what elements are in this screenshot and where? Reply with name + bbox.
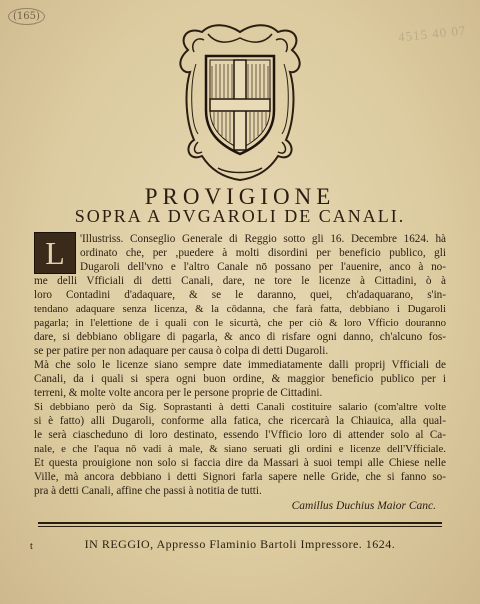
text-line: Canali, da i quali si spera ogni buon ordine, & maggior beneficio publico per i (34, 373, 446, 385)
signature: Camillus Duchius Maior Canc. (291, 500, 436, 512)
text-line: pagarla; in l'elettione de i quali con le sicurtà, che per ciò & loro Vfficio douranno (34, 317, 446, 329)
divider-rule-thin (38, 526, 442, 527)
decree-text (34, 232, 446, 498)
initial-letter: L (45, 235, 65, 271)
divider-rule (38, 522, 442, 524)
text-line: nale, e che l'aqua nō vadi à male, & siano seruati gli ordini e licenze dell'Vfficiale. (34, 443, 446, 455)
title-line-2: SOPRA A DVGAROLI DE CANALI. (74, 206, 406, 226)
margin-mark: t (30, 541, 33, 552)
title-line-1: PROVIGIONE (144, 184, 336, 209)
text-line: 'Illustriss. Conseglio Generale di Reggio sotto gli 16. Decembre 1624. hà (80, 233, 446, 245)
text-line: Si debbiano però da Sig. Soprastanti à detti Canali costituire salario (com'altre volte (34, 401, 446, 413)
coat-of-arms-emblem (168, 22, 312, 182)
text-line: Mà che solo le licenze siano sempre date immediatamente dalli proprij Vfficiali de (34, 359, 446, 371)
text-line: si è fatto) alli Dugaroli, conforme alla fatica, che ricercarà la Chiauica, alla qual- (34, 415, 446, 427)
text-line: Et questa prouigione non solo si faccia dire da Massari à suoi tempi alle Chiese nelle (34, 457, 446, 469)
text-line: ordinato che, per ,puedere à molti disordini per beneficio publico, gli (80, 247, 446, 259)
text-line: Dugaroli dell'vno e l'altro Canale nō possano per l'auenire, anco à no- (80, 261, 446, 273)
text-line: terreni, & molte volte ancora per le persone proprie de Cittadini. (34, 387, 323, 399)
text-line: le serà ciascheduno di loro destinato, essendo l'Vfficio loro di attender solo al Ca- (34, 429, 446, 441)
text-line: pra à detti Canali, affine che passi à notitia de tutti. (34, 485, 262, 497)
text-line: tendano adaquare senza licenza, & la cōdanna, che farà fatta, debbiano i Dugaroli (34, 303, 446, 315)
handwritten-note: 4515 40 07 (397, 22, 468, 45)
text-line: Ville, mà ancora debbiano i detti Signori farla sapere nelle Gride, che si fanno so- (34, 471, 446, 483)
text-line: dare, si debbiano obligare di pagarla, & anco di risfare ogni danno, ch'alcuno fos- (34, 331, 446, 343)
printer-imprint: IN REGGIO, Appresso Flaminio Bartoli Impressore. 1624. (84, 537, 396, 551)
text-line: me delli Vfficiali di detti Canali, dare, ne tore le licenze à Cittadini, ò à (34, 275, 446, 287)
text-line: loro Contadini d'adaquare, & se le daranno, quei, ch'adaquarano, s'in- (34, 289, 446, 301)
shelfmark-stamp: (165) (8, 8, 45, 25)
text-line: se per patire per non adaquare per causa ò colpa di detti Dugaroli. (34, 345, 329, 357)
